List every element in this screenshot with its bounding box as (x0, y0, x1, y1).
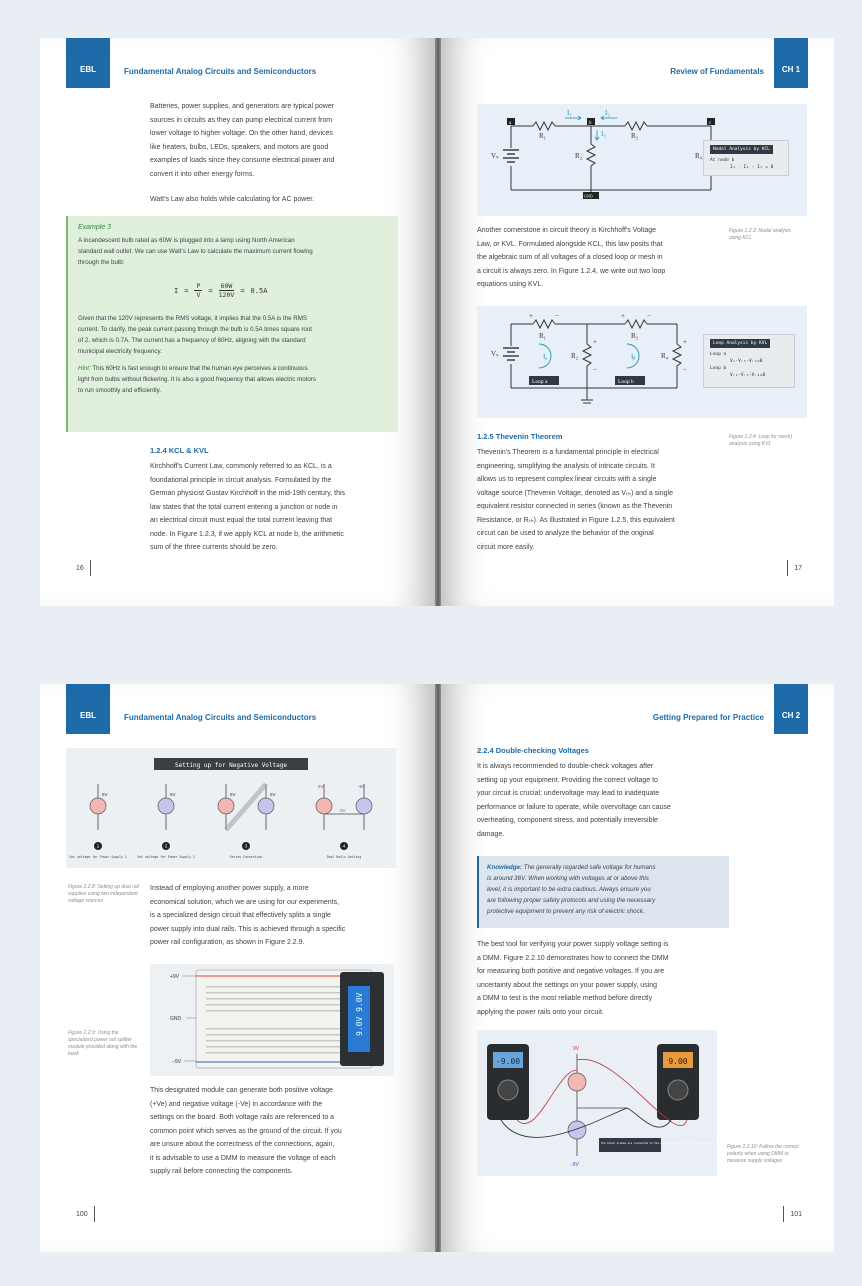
svg-text:9.00: 9.00 (668, 1057, 688, 1066)
svg-text:4: 4 (342, 843, 346, 849)
svg-text:R₂: R₂ (571, 352, 579, 360)
svg-text:R₃: R₃ (631, 132, 639, 140)
section-heading-kcl: 1.2.4 KCL & KVL (150, 446, 209, 455)
svg-text:Iₐ: Iₐ (543, 353, 548, 361)
svg-text:I₃: I₃ (601, 130, 606, 138)
figure-caption: Figure 2.2.8: Setting up dual rail supplies using two independent voltage sources (68, 884, 139, 904)
svg-text:+: + (529, 312, 533, 320)
figure-caption: Figure 2.2.9: Using the specialized power rail splitter module provided along with the book (68, 1030, 138, 1057)
svg-text:a: a (509, 121, 512, 126)
svg-text:GND: GND (170, 1016, 182, 1022)
svg-text:R₁: R₁ (539, 132, 547, 140)
svg-text:Set voltage for Power Supply 1: Set voltage for Power Supply 1 (69, 855, 127, 859)
svg-text:Dual Rails Setting: Dual Rails Setting (326, 855, 362, 859)
chapter-tab: CH 1 (774, 38, 808, 88)
figure-caption: Figure 2.2.10: Follow the correct polarity when using DMM to measure supply voltages (727, 1144, 799, 1164)
kcl-paragraph: Kirchhoff's Current Law, commonly referred to as KCL, is a foundational principle in circuit analysis. Formulated by the German physicist Gustav Kirchhoff in the mid-19th century, this law states that the total current entering a junction or node in an electrical circuit must equal the total current leaving that node. In Figure 1.2.3, if we apply KCL at node b, the arithmetic sum of the three currents should be zero. (150, 463, 346, 551)
svg-text:R₄: R₄ (695, 152, 703, 160)
dmm-paragraph: The best tool for verifying your power supply voltage setting is a DMM. Figure 2.2.10 demonstrates how to connect the DMM for measuring both positive and negative voltages. If you are uncertainty about the settings on your power supply, using a DMM to test is the most reliable method before directly applying the power rails onto your circuit. (477, 941, 669, 1016)
page-number: 101 (783, 1206, 802, 1222)
svg-text:I₁: I₁ (567, 109, 572, 117)
chapter-tab: EBL (66, 38, 110, 88)
svg-text:Setting up for Negative Voltag: Setting up for Negative Voltage (175, 762, 287, 769)
thevenin-paragraph: Thevenin's Theorem is a fundamental principle in electrical engineering, simplifying the analysis of intricate circuits. It allows us to represent complex linear circuits with a single voltage source (Thevenin Voltage, denoted as Vₜₕ) and a single equivalent resistor connected in series (known as the Thevenin Resistance, or Rₜₕ). As illustrated in Figure 1.2.5, this equivalent circuit can be used to analyze the behavior of the original circuit more easily. (477, 449, 675, 551)
svg-text:1: 1 (96, 843, 100, 849)
svg-text:−: − (555, 312, 559, 320)
svg-text:b: b (589, 121, 592, 126)
negative-source-icon (568, 1121, 586, 1139)
svg-text:0V: 0V (340, 808, 346, 813)
book-gutter (435, 38, 441, 606)
example-body: A incandescent bulb rated as 60W is plugged into a lamp using North American standard wall outlet. We can use Watt's Law to calculate the maximum current flowing through the bulb: (78, 237, 313, 266)
svg-text:9.0V 9.0V: 9.0V 9.0V (355, 992, 364, 1036)
svg-text:5V: 5V (230, 792, 236, 797)
svg-text:-5V: -5V (358, 784, 366, 789)
hint-note: Hint: This 60Hz is fast enough to ensure that the human eye perceives a continuous light from bulbs without flickering. It is also a good frequency that allows electric motors to run smoothly and efficiently. (78, 365, 316, 394)
svg-text:Series Connection: Series Connection (229, 855, 263, 859)
svg-text:2: 2 (164, 843, 168, 849)
recommend-paragraph: It is always recommended to double-check voltages after setting up your equipment. Providing the correct voltage to your circuit is crucial; undervoltage may lead to inadequate performance or failure to operate, while overvoltage can cause overheating, component stress, and potentially irreversible damage. (477, 763, 671, 838)
svg-text:Iᵦ: Iᵦ (631, 353, 636, 361)
running-header: Review of Fundamentals (670, 67, 764, 76)
svg-text:+: + (621, 312, 625, 320)
svg-text:Loop a: Loop a (532, 379, 548, 385)
negative-voltage-figure (66, 748, 396, 868)
svg-text:5V: 5V (102, 792, 108, 797)
loop-circuit-figure (477, 306, 807, 418)
chapter-tab: EBL (66, 684, 110, 734)
dmm-figure (477, 1030, 733, 1176)
svg-text:c: c (709, 121, 712, 126)
svg-text:Vₛ: Vₛ (491, 350, 499, 358)
breadboard-image (150, 964, 394, 1076)
svg-text:Loop b: Loop b (618, 379, 634, 385)
svg-text:5V: 5V (270, 792, 276, 797)
svg-text:−: − (593, 366, 597, 374)
svg-text:3: 3 (244, 843, 248, 849)
running-header: Getting Prepared for Practice (652, 713, 764, 722)
svg-text:I₂: I₂ (605, 109, 610, 117)
svg-text:R₄: R₄ (661, 352, 669, 360)
svg-text:R₃: R₃ (631, 332, 639, 340)
example-explanation: Given that the 120V represents the RMS voltage, it implies that the 0.5A is the RMS current. To clarify, the peak current passing through the bulb is 0.5A times square root of 2, which is 0.7A. The current has a frequency of 60Hz, aligning with the standard municipal electricity frequency. (78, 315, 312, 355)
svg-text:Vₛ: Vₛ (491, 152, 499, 160)
page-17 (437, 38, 834, 606)
page-101 (437, 684, 834, 1252)
breadboard-figure (150, 964, 394, 1076)
svg-text:+: + (683, 338, 687, 346)
svg-text:5V: 5V (318, 784, 324, 789)
svg-text:R₂: R₂ (575, 152, 583, 160)
svg-text:−9V: −9V (172, 1059, 182, 1065)
loop-analysis-box: Loop Analysis by KVL Loop a Vₛ-Vᵣ₁-Vᵣ₂=0 Loop b Vᵣ₂-Vᵣ₃-Vᵣ₄=0 (703, 334, 795, 388)
example-box (66, 216, 398, 432)
svg-text:R₁: R₁ (539, 332, 547, 340)
page-number: 16 (76, 560, 91, 576)
watts-formula: I = $\frac{P}{V}$ = $\frac{60W}{120V}$ = 0.5A (174, 282, 268, 299)
svg-text:−: − (647, 312, 651, 320)
page-number: 100 (76, 1206, 95, 1222)
negative-voltage-diagram (66, 748, 396, 868)
running-header: Fundamental Analog Circuits and Semiconductors (124, 713, 317, 722)
section-heading-thevenin: 1.2.5 Thevenin Theorem (477, 432, 563, 441)
nodal-analysis-box: Nodal Analysis by KCL At node b I₁ - I₂ - I₃ = 0 (703, 140, 789, 176)
page-number: 17 (787, 560, 802, 576)
positive-source-icon (568, 1073, 586, 1091)
kvl-paragraph: Another cornerstone in circuit theory is Kirchhoff's Voltage Law, or KVL. Formulated alongside KCL, this law posits that the algebraic sum of all voltages of a closed loop or mesh in a circuit is always zero. In Figure 1.2.4, we write out two loop equations using KVL. (477, 227, 666, 288)
svg-text:9V: 9V (573, 1046, 580, 1052)
svg-text:+: + (593, 338, 597, 346)
svg-text:−: − (683, 366, 687, 374)
page-100 (40, 684, 437, 1252)
svg-text:-9V: -9V (571, 1162, 579, 1168)
svg-text:+9V: +9V (170, 974, 180, 980)
dmm-diagram (477, 1030, 733, 1176)
svg-text:Set voltage for Power Supply 2: Set voltage for Power Supply 2 (137, 855, 195, 859)
svg-text:5V: 5V (170, 792, 176, 797)
svg-text:GND: GND (584, 193, 593, 199)
splitter-paragraph: Instead of employing another power supply, a more economical solution, which we are using for our experiments, is a specialized design circuit that effectively splits a single power supply into dual rails. This is achieved through a specific power rail configuration, as shown in Figure 2.2.9. (150, 885, 346, 946)
book-spread-2 (40, 684, 834, 1252)
watts-note: Watt's Law also holds while calculating for AC power. (150, 196, 315, 203)
running-header: Fundamental Analog Circuits and Semiconductors (124, 67, 317, 76)
book-spread-1 (40, 38, 834, 606)
page-16 (40, 38, 437, 606)
section-heading-voltages: 2.2.4 Double-checking Voltages (477, 746, 589, 755)
module-paragraph: This designated module can generate both positive voltage (+Ve) and negative voltage (-Ve) in accordance with the settings on the board. Both voltage rails are referenced to a common point which serves as the ground of the circuit. If you are unsure about the correctness of the connections, again, it is advisable to use a DMM to measure the voltage of each supply rail before connecting the components. (150, 1087, 342, 1175)
intro-paragraph: Batteries, power supplies, and generators are typical power sources in circuits as they can pump electrical current from lower voltage to higher voltage. On the other hand, devices like heaters, bulbs, LEDs, speakers, and motors are good examples of loads since they consume electrical power and convert it into other energy forms. (150, 103, 335, 178)
chapter-tab: CH 2 (774, 684, 808, 734)
knowledge-box: Knowledge: The generally regarded safe voltage for humans is around 36V. When working with voltages at or above this level, it is important to be extra cautious. Always ensure you are following proper safety protocols and using the necessary protective equipment to prevent any risk of electric shock. (477, 856, 729, 928)
svg-text:-9.00: -9.00 (495, 1057, 521, 1066)
book-gutter (435, 684, 441, 1252)
nodal-circuit-figure (477, 104, 807, 216)
figure-caption: Figure 1.2.3: Nodal analysis using KCL (729, 228, 791, 241)
figure-caption: Figure 1.2.4: Loop for mesh) analysis using KVL (729, 434, 793, 447)
dmm-note: The black probes are connected to the common reference, or the ground of the circuit (601, 1142, 733, 1145)
example-title: Example 3 (78, 224, 112, 231)
